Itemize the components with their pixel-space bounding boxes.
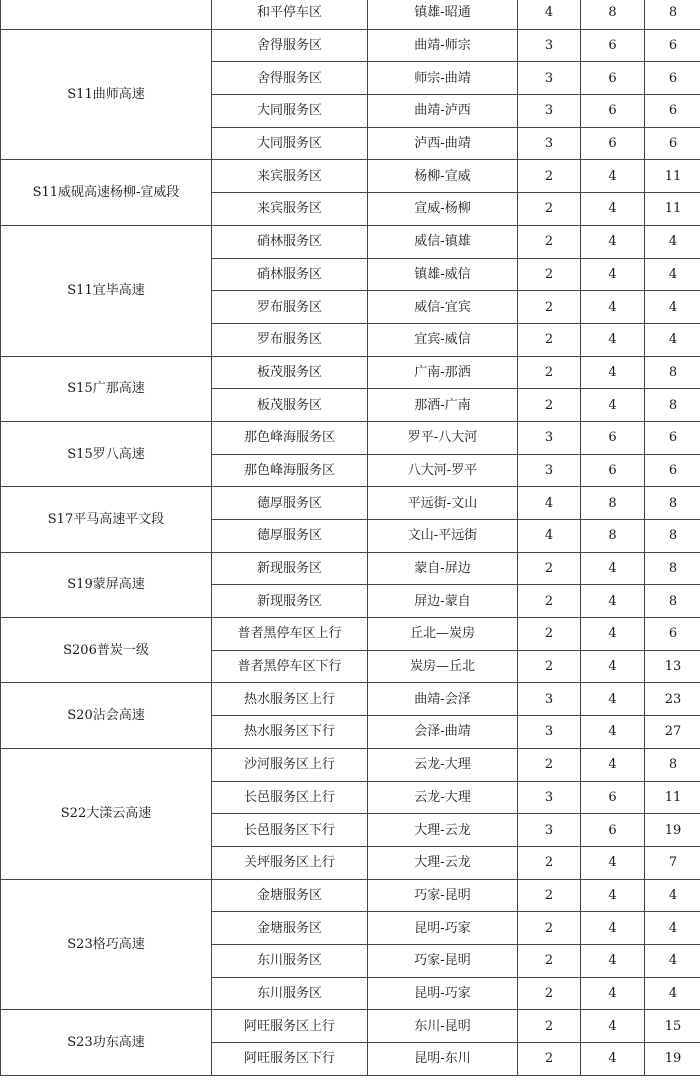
count-a-cell: 2 bbox=[518, 1043, 581, 1076]
highway-name-cell: S19蒙屏高速 bbox=[1, 552, 212, 617]
count-c-cell: 4 bbox=[645, 291, 700, 324]
count-a-cell: 2 bbox=[518, 160, 581, 193]
highway-name-cell: S11宜毕高速 bbox=[1, 225, 212, 356]
direction-cell: 会泽-曲靖 bbox=[368, 716, 518, 749]
count-b-cell: 6 bbox=[581, 421, 645, 454]
table-row bbox=[1, 487, 700, 520]
table-row bbox=[1, 421, 700, 454]
service-area-cell: 阿旺服务区上行 bbox=[212, 1010, 368, 1043]
count-c-cell: 23 bbox=[645, 683, 700, 716]
count-b-cell: 4 bbox=[581, 291, 645, 324]
count-a-cell: 2 bbox=[518, 879, 581, 912]
count-c-cell: 4 bbox=[645, 944, 700, 977]
count-c-cell: 8 bbox=[645, 356, 700, 389]
direction-cell: 昆明-巧家 bbox=[368, 977, 518, 1010]
highway-name-cell bbox=[1, 0, 212, 29]
service-area-cell: 板茂服务区 bbox=[212, 389, 368, 422]
count-b-cell: 8 bbox=[581, 520, 645, 553]
table-row bbox=[1, 29, 700, 62]
count-b-cell: 6 bbox=[581, 29, 645, 62]
count-b-cell: 4 bbox=[581, 748, 645, 781]
count-a-cell: 4 bbox=[518, 0, 581, 29]
service-area-cell: 热水服务区上行 bbox=[212, 683, 368, 716]
count-b-cell: 6 bbox=[581, 127, 645, 160]
direction-cell: 广南-那洒 bbox=[368, 356, 518, 389]
count-a-cell: 3 bbox=[518, 781, 581, 814]
count-b-cell: 4 bbox=[581, 323, 645, 356]
count-b-cell: 4 bbox=[581, 1043, 645, 1076]
count-a-cell: 4 bbox=[518, 520, 581, 553]
direction-cell: 东川-昆明 bbox=[368, 1010, 518, 1043]
highway-name-cell: S15罗八高速 bbox=[1, 421, 212, 486]
count-c-cell: 4 bbox=[645, 225, 700, 258]
count-c-cell: 27 bbox=[645, 716, 700, 749]
direction-cell: 大理-云龙 bbox=[368, 814, 518, 847]
count-b-cell: 4 bbox=[581, 846, 645, 879]
highway-name-cell: S15广那高速 bbox=[1, 356, 212, 421]
direction-cell: 八大河-罗平 bbox=[368, 454, 518, 487]
count-c-cell: 6 bbox=[645, 62, 700, 95]
service-area-cell: 东川服务区 bbox=[212, 977, 368, 1010]
count-b-cell: 6 bbox=[581, 814, 645, 847]
direction-cell: 巧家-昆明 bbox=[368, 944, 518, 977]
direction-cell: 罗平-八大河 bbox=[368, 421, 518, 454]
count-a-cell: 2 bbox=[518, 356, 581, 389]
service-area-cell: 硝林服务区 bbox=[212, 258, 368, 291]
count-b-cell: 6 bbox=[581, 781, 645, 814]
count-c-cell: 11 bbox=[645, 193, 700, 226]
service-area-cell: 德厚服务区 bbox=[212, 487, 368, 520]
highway-name-cell: S23格巧高速 bbox=[1, 879, 212, 1010]
count-b-cell: 4 bbox=[581, 716, 645, 749]
service-area-cell: 关坪服务区上行 bbox=[212, 846, 368, 879]
table-row bbox=[1, 683, 700, 716]
count-c-cell: 19 bbox=[645, 1043, 700, 1076]
service-area-cell: 罗布服务区 bbox=[212, 291, 368, 324]
count-c-cell: 8 bbox=[645, 0, 700, 29]
direction-cell: 屏边-蒙自 bbox=[368, 585, 518, 618]
count-c-cell: 8 bbox=[645, 748, 700, 781]
count-c-cell: 6 bbox=[645, 618, 700, 651]
count-c-cell: 15 bbox=[645, 1010, 700, 1043]
count-c-cell: 6 bbox=[645, 421, 700, 454]
direction-cell: 泸西-曲靖 bbox=[368, 127, 518, 160]
count-c-cell: 4 bbox=[645, 912, 700, 945]
count-a-cell: 2 bbox=[518, 193, 581, 226]
table-row bbox=[1, 618, 700, 651]
count-c-cell: 4 bbox=[645, 323, 700, 356]
count-a-cell: 2 bbox=[518, 258, 581, 291]
count-b-cell: 4 bbox=[581, 160, 645, 193]
service-area-cell: 长邑服务区上行 bbox=[212, 781, 368, 814]
count-c-cell: 8 bbox=[645, 520, 700, 553]
direction-cell: 平远街-文山 bbox=[368, 487, 518, 520]
count-a-cell: 3 bbox=[518, 29, 581, 62]
direction-cell: 曲靖-会泽 bbox=[368, 683, 518, 716]
count-c-cell: 11 bbox=[645, 781, 700, 814]
highway-name-cell: S22大漾云高速 bbox=[1, 748, 212, 879]
service-area-cell: 普者黑停车区下行 bbox=[212, 650, 368, 683]
count-c-cell: 6 bbox=[645, 454, 700, 487]
count-b-cell: 4 bbox=[581, 683, 645, 716]
highway-name-cell: S23功东高速 bbox=[1, 1010, 212, 1075]
service-area-cell: 来宾服务区 bbox=[212, 160, 368, 193]
table-row bbox=[1, 879, 700, 912]
count-b-cell: 4 bbox=[581, 258, 645, 291]
direction-cell: 镇雄-昭通 bbox=[368, 0, 518, 29]
count-a-cell: 3 bbox=[518, 683, 581, 716]
service-area-cell: 硝林服务区 bbox=[212, 225, 368, 258]
direction-cell: 昆明-巧家 bbox=[368, 912, 518, 945]
count-c-cell: 13 bbox=[645, 650, 700, 683]
count-a-cell: 2 bbox=[518, 846, 581, 879]
count-b-cell: 4 bbox=[581, 356, 645, 389]
count-c-cell: 11 bbox=[645, 160, 700, 193]
count-b-cell: 4 bbox=[581, 977, 645, 1010]
count-a-cell: 3 bbox=[518, 454, 581, 487]
count-a-cell: 2 bbox=[518, 944, 581, 977]
service-area-cell: 和平停车区 bbox=[212, 0, 368, 29]
direction-cell: 昆明-东川 bbox=[368, 1043, 518, 1076]
service-area-cell: 普者黑停车区上行 bbox=[212, 618, 368, 651]
direction-cell: 镇雄-威信 bbox=[368, 258, 518, 291]
direction-cell: 师宗-曲靖 bbox=[368, 62, 518, 95]
table-row bbox=[1, 552, 700, 585]
highway-name-cell: S17平马高速平文段 bbox=[1, 487, 212, 552]
service-area-cell: 热水服务区下行 bbox=[212, 716, 368, 749]
service-area-cell: 舍得服务区 bbox=[212, 62, 368, 95]
count-b-cell: 4 bbox=[581, 552, 645, 585]
count-b-cell: 4 bbox=[581, 912, 645, 945]
service-area-cell: 来宾服务区 bbox=[212, 193, 368, 226]
count-a-cell: 3 bbox=[518, 62, 581, 95]
count-b-cell: 4 bbox=[581, 1010, 645, 1043]
count-b-cell: 6 bbox=[581, 62, 645, 95]
count-c-cell: 4 bbox=[645, 879, 700, 912]
service-area-cell: 阿旺服务区下行 bbox=[212, 1043, 368, 1076]
count-a-cell: 4 bbox=[518, 487, 581, 520]
count-a-cell: 3 bbox=[518, 814, 581, 847]
count-c-cell: 8 bbox=[645, 487, 700, 520]
count-b-cell: 4 bbox=[581, 650, 645, 683]
direction-cell: 那洒-广南 bbox=[368, 389, 518, 422]
direction-cell: 蒙自-屏边 bbox=[368, 552, 518, 585]
count-b-cell: 4 bbox=[581, 389, 645, 422]
service-area-cell: 东川服务区 bbox=[212, 944, 368, 977]
direction-cell: 云龙-大理 bbox=[368, 781, 518, 814]
direction-cell: 云龙-大理 bbox=[368, 748, 518, 781]
direction-cell: 威信-宜宾 bbox=[368, 291, 518, 324]
service-area-cell: 长邑服务区下行 bbox=[212, 814, 368, 847]
count-a-cell: 2 bbox=[518, 912, 581, 945]
count-b-cell: 4 bbox=[581, 193, 645, 226]
direction-cell: 威信-镇雄 bbox=[368, 225, 518, 258]
service-area-cell: 大同服务区 bbox=[212, 95, 368, 128]
count-a-cell: 3 bbox=[518, 127, 581, 160]
table-row bbox=[1, 160, 700, 193]
direction-cell: 丘北—炭房 bbox=[368, 618, 518, 651]
count-c-cell: 6 bbox=[645, 95, 700, 128]
count-b-cell: 4 bbox=[581, 585, 645, 618]
count-a-cell: 2 bbox=[518, 1010, 581, 1043]
count-c-cell: 19 bbox=[645, 814, 700, 847]
count-a-cell: 2 bbox=[518, 618, 581, 651]
count-a-cell: 3 bbox=[518, 716, 581, 749]
count-b-cell: 4 bbox=[581, 225, 645, 258]
direction-cell: 杨柳-宣威 bbox=[368, 160, 518, 193]
table-row bbox=[1, 225, 700, 258]
count-b-cell: 8 bbox=[581, 0, 645, 29]
count-c-cell: 4 bbox=[645, 258, 700, 291]
count-c-cell: 7 bbox=[645, 846, 700, 879]
count-b-cell: 6 bbox=[581, 454, 645, 487]
direction-cell: 宣威-杨柳 bbox=[368, 193, 518, 226]
count-a-cell: 2 bbox=[518, 977, 581, 1010]
direction-cell: 宜宾-威信 bbox=[368, 323, 518, 356]
count-c-cell: 4 bbox=[645, 977, 700, 1010]
direction-cell: 曲靖-师宗 bbox=[368, 29, 518, 62]
count-a-cell: 2 bbox=[518, 650, 581, 683]
highway-name-cell: S20沾会高速 bbox=[1, 683, 212, 748]
service-area-cell: 那色峰海服务区 bbox=[212, 454, 368, 487]
count-c-cell: 8 bbox=[645, 389, 700, 422]
service-area-cell: 大同服务区 bbox=[212, 127, 368, 160]
service-area-cell: 德厚服务区 bbox=[212, 520, 368, 553]
direction-cell: 巧家-昆明 bbox=[368, 879, 518, 912]
count-b-cell: 4 bbox=[581, 944, 645, 977]
service-area-cell: 罗布服务区 bbox=[212, 323, 368, 356]
direction-cell: 文山-平远街 bbox=[368, 520, 518, 553]
direction-cell: 曲靖-泸西 bbox=[368, 95, 518, 128]
table-row bbox=[1, 748, 700, 781]
count-a-cell: 3 bbox=[518, 95, 581, 128]
count-a-cell: 2 bbox=[518, 323, 581, 356]
count-b-cell: 4 bbox=[581, 879, 645, 912]
service-area-cell: 新现服务区 bbox=[212, 552, 368, 585]
count-c-cell: 8 bbox=[645, 552, 700, 585]
count-a-cell: 2 bbox=[518, 389, 581, 422]
count-b-cell: 8 bbox=[581, 487, 645, 520]
table-row bbox=[1, 0, 700, 29]
table-body bbox=[1, 0, 700, 1075]
count-c-cell: 8 bbox=[645, 585, 700, 618]
highway-name-cell: S11威砚高速杨柳-宣威段 bbox=[1, 160, 212, 225]
highway-name-cell: S11曲师高速 bbox=[1, 29, 212, 160]
service-area-cell: 沙河服务区上行 bbox=[212, 748, 368, 781]
service-area-cell: 新现服务区 bbox=[212, 585, 368, 618]
count-b-cell: 6 bbox=[581, 95, 645, 128]
direction-cell: 大理-云龙 bbox=[368, 846, 518, 879]
count-a-cell: 2 bbox=[518, 552, 581, 585]
highway-name-cell: S206普炭一级 bbox=[1, 618, 212, 683]
direction-cell: 炭房—丘北 bbox=[368, 650, 518, 683]
service-area-cell: 那色峰海服务区 bbox=[212, 421, 368, 454]
count-a-cell: 3 bbox=[518, 421, 581, 454]
service-area-cell: 金塘服务区 bbox=[212, 912, 368, 945]
count-a-cell: 2 bbox=[518, 585, 581, 618]
service-area-cell: 金塘服务区 bbox=[212, 879, 368, 912]
service-area-cell: 板茂服务区 bbox=[212, 356, 368, 389]
table-row bbox=[1, 1010, 700, 1043]
service-area-cell: 舍得服务区 bbox=[212, 29, 368, 62]
count-c-cell: 6 bbox=[645, 127, 700, 160]
table-row bbox=[1, 356, 700, 389]
count-a-cell: 2 bbox=[518, 748, 581, 781]
count-a-cell: 2 bbox=[518, 291, 581, 324]
count-c-cell: 6 bbox=[645, 29, 700, 62]
count-a-cell: 2 bbox=[518, 225, 581, 258]
count-b-cell: 4 bbox=[581, 618, 645, 651]
